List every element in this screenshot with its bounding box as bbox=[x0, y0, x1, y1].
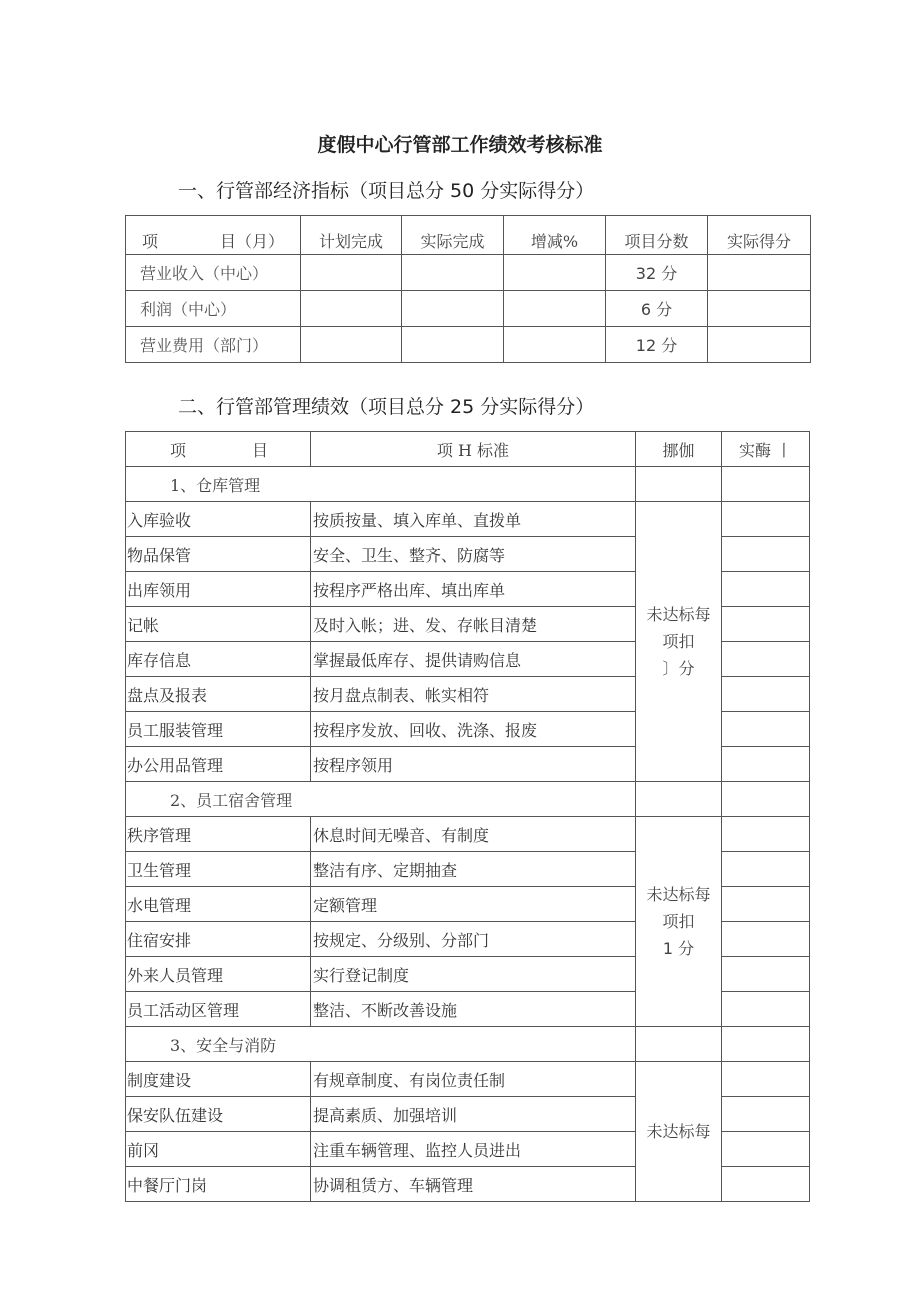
row-item: 出库领用 bbox=[126, 572, 311, 607]
table-row bbox=[126, 502, 810, 537]
table-row bbox=[126, 255, 811, 291]
table-header-row bbox=[126, 432, 810, 467]
row-item: 员工活动区管理 bbox=[126, 992, 311, 1027]
row-standard: 有规章制度、有岗位责任制 bbox=[311, 1062, 636, 1097]
row-standard: 按程序严格出库、填出库单 bbox=[311, 572, 636, 607]
economic-indicators-table bbox=[125, 215, 811, 363]
group-title: 1、仓库管理 bbox=[126, 467, 636, 502]
row-item: 前冈 bbox=[126, 1132, 311, 1167]
header-item bbox=[126, 216, 301, 255]
row-standard: 及时入帐；进、发、存帐目清楚 bbox=[311, 607, 636, 642]
header-actual: 实酶 丨 bbox=[722, 432, 810, 467]
row-standard: 整洁有序、定期抽查 bbox=[311, 852, 636, 887]
deduction-rule: 未达标每 bbox=[636, 1062, 722, 1202]
row-item: 外来人员管理 bbox=[126, 957, 311, 992]
table-row bbox=[126, 817, 810, 852]
row-item: 库存信息 bbox=[126, 642, 311, 677]
header-standard: 项 H 标准 bbox=[311, 432, 636, 467]
row-item: 办公用品管理 bbox=[126, 747, 311, 782]
row-item: 保安队伍建设 bbox=[126, 1097, 311, 1132]
group-title-row bbox=[126, 1027, 810, 1062]
row-item: 制度建设 bbox=[126, 1062, 311, 1097]
header-item bbox=[126, 432, 311, 467]
header-change: 增减% bbox=[504, 216, 606, 255]
row-standard: 按程序领用 bbox=[311, 747, 636, 782]
header-item-a: 项 bbox=[142, 232, 159, 251]
table-row bbox=[126, 291, 811, 327]
table-row bbox=[126, 1062, 810, 1097]
row-item: 中餐厅门岗 bbox=[126, 1167, 311, 1202]
header-item-b: 目 bbox=[251, 440, 268, 460]
row-standard: 定额管理 bbox=[311, 887, 636, 922]
row-item: 入库验收 bbox=[126, 502, 311, 537]
header-item-b: 目（月） bbox=[219, 232, 284, 251]
section2-heading: 二、行管部管理绩效（项目总分 25 分实际得分） bbox=[178, 396, 595, 418]
row-score: 32 分 bbox=[606, 255, 708, 291]
header-plan: 计划完成 bbox=[301, 216, 402, 255]
row-item: 盘点及报表 bbox=[126, 677, 311, 712]
row-item: 住宿安排 bbox=[126, 922, 311, 957]
row-score: 12 分 bbox=[606, 327, 708, 363]
group-title: 3、安全与消防 bbox=[126, 1027, 636, 1062]
header-actual-score: 实际得分 bbox=[708, 216, 811, 255]
deduction-rule: 未达标每 项扣 〕分 bbox=[636, 502, 722, 782]
row-item: 水电管理 bbox=[126, 887, 311, 922]
management-performance-table bbox=[125, 431, 810, 1202]
row-name: 营业收入（中心） bbox=[126, 255, 301, 291]
row-standard: 整洁、不断改善设施 bbox=[311, 992, 636, 1027]
row-standard: 安全、卫生、整齐、防腐等 bbox=[311, 537, 636, 572]
table-row bbox=[126, 327, 811, 363]
row-standard: 注重车辆管理、监控人员进出 bbox=[311, 1132, 636, 1167]
row-item: 记帐 bbox=[126, 607, 311, 642]
row-name: 利润（中心） bbox=[126, 291, 301, 327]
group-title-row bbox=[126, 467, 810, 502]
row-item: 卫生管理 bbox=[126, 852, 311, 887]
row-name: 营业费用（部门） bbox=[126, 327, 301, 363]
row-item: 员工服装管理 bbox=[126, 712, 311, 747]
section1-heading: 一、行管部经济指标（项目总分 50 分实际得分） bbox=[178, 180, 595, 202]
group-title-row bbox=[126, 782, 810, 817]
row-standard: 按月盘点制表、帐实相符 bbox=[311, 677, 636, 712]
header-actual: 实际完成 bbox=[402, 216, 504, 255]
row-standard: 休息时间无噪音、有制度 bbox=[311, 817, 636, 852]
header-item-a: 项 bbox=[170, 440, 187, 460]
row-standard: 掌握最低库存、提供请购信息 bbox=[311, 642, 636, 677]
document-title: 度假中心行管部工作绩效考核标准 bbox=[317, 134, 603, 156]
table-header-row bbox=[126, 216, 811, 255]
row-standard: 按规定、分级别、分部门 bbox=[311, 922, 636, 957]
row-standard: 协调租赁方、车辆管理 bbox=[311, 1167, 636, 1202]
header-deduct: 挪伽 bbox=[636, 432, 722, 467]
row-score: 6 分 bbox=[606, 291, 708, 327]
row-item: 物品保管 bbox=[126, 537, 311, 572]
header-score: 项目分数 bbox=[606, 216, 708, 255]
row-item: 秩序管理 bbox=[126, 817, 311, 852]
deduction-rule: 未达标每 项扣 1 分 bbox=[636, 817, 722, 1027]
row-standard: 提高素质、加强培训 bbox=[311, 1097, 636, 1132]
row-standard: 实行登记制度 bbox=[311, 957, 636, 992]
group-title: 2、员工宿舍管理 bbox=[126, 782, 636, 817]
row-standard: 按质按量、填入库单、直拨单 bbox=[311, 502, 636, 537]
row-standard: 按程序发放、回收、洗涤、报废 bbox=[311, 712, 636, 747]
